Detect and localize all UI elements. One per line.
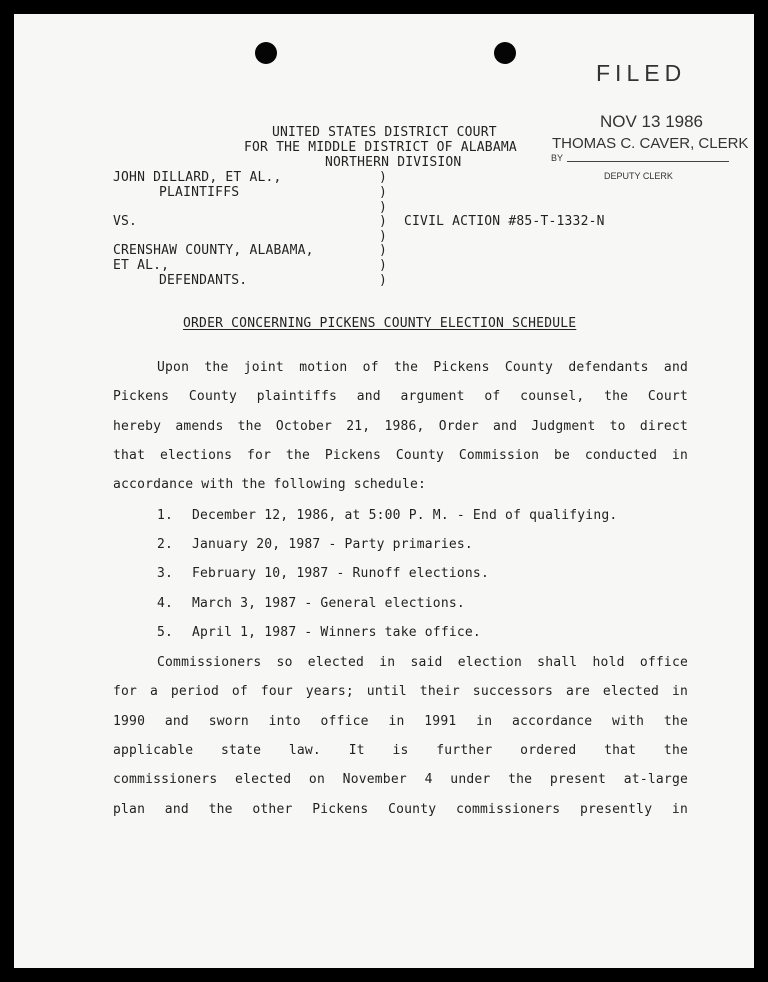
versus: VS. [113, 214, 138, 229]
document-page [14, 14, 754, 968]
plaintiff-name: JOHN DILLARD, ET AL., [113, 170, 282, 185]
clerk-name: THOMAS C. CAVER, CLERK [552, 135, 749, 152]
paragraph1-line4: that elections for the Pickens County Commission be conducted in [113, 448, 688, 463]
paragraph2-line3: 1990 and sworn into office in 1991 in accordance with the [113, 714, 688, 729]
court-header-line2: FOR THE MIDDLE DISTRICT OF ALABAMA [244, 140, 517, 155]
schedule-number: 4. [157, 596, 174, 611]
caption-bracket: ) [379, 170, 388, 185]
plaintiff-role: PLAINTIFFS [159, 185, 240, 200]
caption-bracket: ) [379, 214, 388, 229]
defendant-name-cont: ET AL., [113, 258, 170, 273]
schedule-number: 3. [157, 566, 174, 581]
schedule-item: March 3, 1987 - General elections. [192, 596, 465, 611]
court-header-line1: UNITED STATES DISTRICT COURT [272, 125, 497, 140]
signature-line [567, 161, 729, 162]
caption-bracket: ) [379, 185, 388, 200]
caption-bracket: ) [379, 273, 388, 288]
paragraph2-line2: for a period of four years; until their successors are elected in [113, 684, 688, 699]
caption-bracket: ) [379, 229, 388, 244]
paragraph1-line2: Pickens County plaintiffs and argument of counsel, the Court [113, 389, 688, 404]
paragraph1-line3: hereby amends the October 21, 1986, Order and Judgment to direct [113, 419, 688, 434]
paragraph1-line5: accordance with the following schedule: [113, 477, 427, 492]
caption-bracket: ) [379, 200, 388, 215]
deputy-clerk-label: DEPUTY CLERK [604, 171, 673, 181]
schedule-number: 5. [157, 625, 174, 640]
filed-stamp: FILED [596, 60, 687, 86]
schedule-number: 2. [157, 537, 174, 552]
filed-date: NOV 13 1986 [600, 112, 704, 131]
defendant-role: DEFENDANTS. [159, 273, 248, 288]
schedule-number: 1. [157, 508, 174, 523]
court-header-line3: NORTHERN DIVISION [325, 155, 462, 170]
schedule-item: February 10, 1987 - Runoff elections. [192, 566, 489, 581]
paragraph2-line6: plan and the other Pickens County commissioners presently in [113, 802, 688, 817]
paragraph2-line1: Commissioners so elected in said election shall hold office [157, 655, 688, 670]
civil-action-number: CIVIL ACTION #85-T-1332-N [404, 214, 605, 229]
stamp-by: BY [551, 153, 564, 163]
caption-bracket: ) [379, 258, 388, 273]
schedule-item: December 12, 1986, at 5:00 P. M. - End of qualifying. [192, 508, 618, 523]
order-title: ORDER CONCERNING PICKENS COUNTY ELECTION SCHEDULE [183, 316, 577, 331]
punch-hole-right [494, 42, 516, 64]
paragraph2-line5: commissioners elected on November 4 under the present at-large [113, 772, 688, 787]
caption-bracket: ) [379, 243, 388, 258]
defendant-name: CRENSHAW COUNTY, ALABAMA, [113, 243, 314, 258]
punch-hole-left [255, 42, 277, 64]
paragraph1-line1: Upon the joint motion of the Pickens County defendants and [157, 360, 688, 375]
paragraph2-line4: applicable state law. It is further ordered that the [113, 743, 688, 758]
schedule-item: January 20, 1987 - Party primaries. [192, 537, 473, 552]
schedule-item: April 1, 1987 - Winners take office. [192, 625, 481, 640]
